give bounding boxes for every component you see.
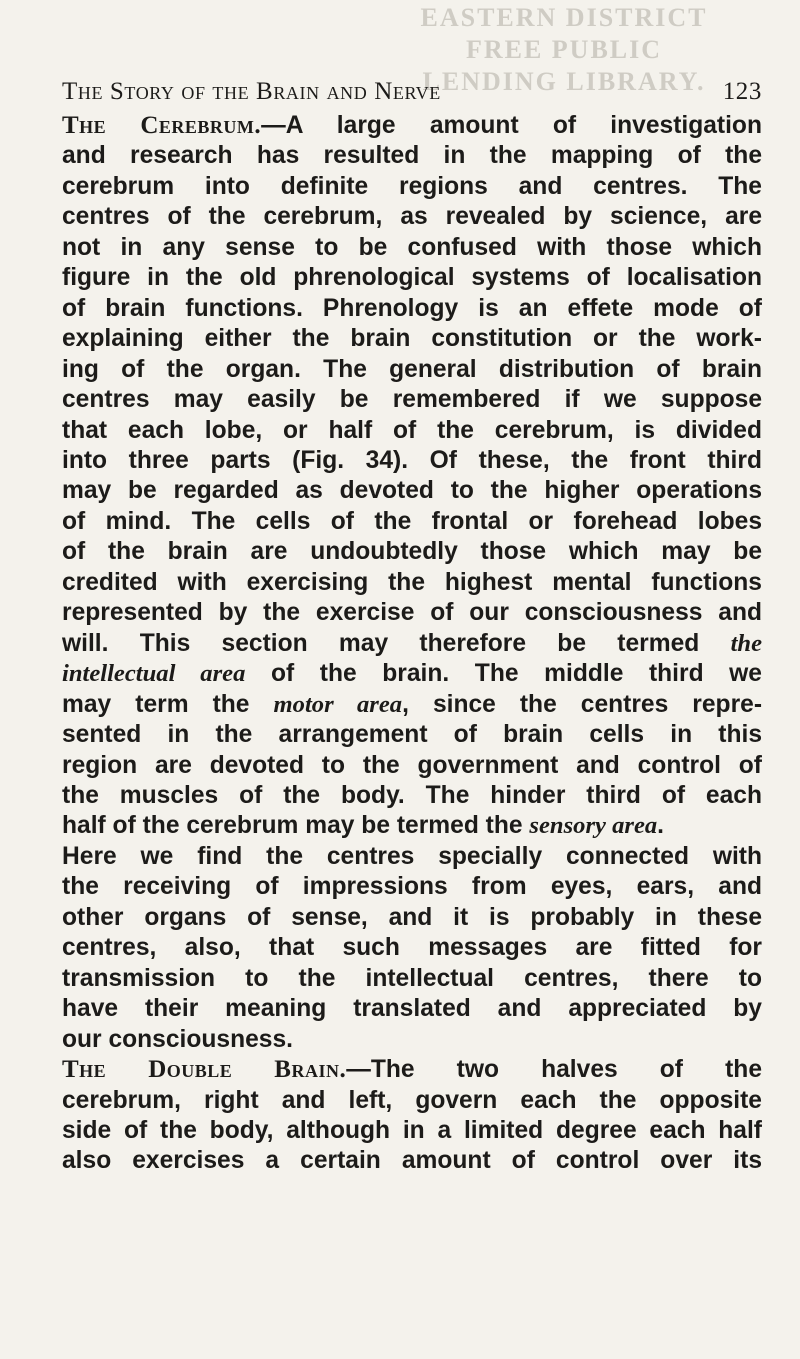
- text-line: cerebrum, right and left, govern each the opposite: [62, 1086, 762, 1114]
- text-line: into three parts (Fig. 34). Of these, the front third: [62, 446, 762, 474]
- text-line: side of the body, although in a limited degree each half: [62, 1116, 762, 1144]
- text-fragment: of the brain. The middle third we: [245, 660, 762, 688]
- text-line: our consciousness.: [62, 1025, 293, 1053]
- text-fragment: , since the centres repre-: [402, 690, 763, 718]
- text-line: of brain functions. Phrenology is an effete mode of: [62, 294, 762, 322]
- text-line: centres may easily be remembered if we suppose: [62, 386, 762, 414]
- text-line: [62, 659, 762, 689]
- italic-term-intellectual-area: intellectual area: [62, 660, 246, 688]
- text-line: of the brain are undoubtedly those which may be: [62, 538, 762, 566]
- section-heading-cerebrum: The Cerebrum.: [62, 112, 262, 139]
- text-line: [62, 1055, 762, 1085]
- italic-term-sensory-area: sensory area: [529, 812, 658, 840]
- stamp-line-2: FREE PUBLIC: [465, 35, 663, 64]
- body-text: [62, 111, 762, 1177]
- text-line: sented in the arrangement of brain cells in this: [62, 721, 762, 749]
- text-line: the receiving of impressions from eyes, ears, and: [62, 873, 762, 901]
- text-fragment: will. This section may therefore be termed: [62, 629, 700, 657]
- text-line: [62, 690, 762, 720]
- text-line: that each lobe, or half of the cerebrum, is divided: [62, 416, 762, 444]
- text-line: of mind. The cells of the frontal or forehead lobes: [62, 507, 762, 535]
- text-fragment: —The two halves of the: [346, 1056, 762, 1084]
- page-number: 123: [722, 78, 762, 105]
- text-line: the muscles of the body. The hinder third of each: [62, 781, 762, 809]
- text-line: centres, also, that such messages are fitted for: [62, 934, 762, 962]
- text-line: represented by the exercise of our consciousness and: [62, 599, 762, 627]
- text-line: centres of the cerebrum, as revealed by science, are: [62, 203, 762, 231]
- text-line: and research has resulted in the mapping of the: [62, 142, 762, 170]
- text-line: Here we find the centres specially connected with: [62, 842, 762, 870]
- text-line: also exercises a certain amount of control over its: [62, 1147, 762, 1175]
- text-line: ing of the organ. The general distribution of brain: [62, 355, 762, 383]
- text-line: transmission to the intellectual centres, there to: [62, 964, 762, 992]
- text-line: explaining either the brain constitution or the work-: [62, 325, 762, 353]
- running-head: [62, 78, 762, 108]
- stamp-line-1: EASTERN DISTRICT: [420, 3, 708, 32]
- text-fragment: half of the cerebrum may be termed the: [62, 812, 530, 840]
- italic-term: the: [730, 629, 762, 657]
- text-line: have their meaning translated and appreciated by: [62, 995, 762, 1023]
- running-head-title: The Story of the Brain and Nerve: [62, 78, 441, 105]
- text-line: region are devoted to the government and control of: [62, 751, 762, 779]
- text-fragment: may term the: [62, 690, 274, 718]
- text-line: [62, 111, 762, 141]
- text-line: cerebrum into definite regions and centres. The: [62, 172, 762, 200]
- text-fragment: .: [657, 812, 664, 840]
- text-line: [62, 629, 762, 659]
- italic-term-motor-area: motor area: [273, 690, 403, 718]
- stamp-line-3: LENDING LIBRARY.: [422, 67, 706, 96]
- text-line: other organs of sense, and it is probably in these: [62, 903, 762, 931]
- section-heading-double-brain: The Double Brain.: [62, 1056, 347, 1084]
- text-line: credited with exercising the highest mental functions: [62, 568, 762, 596]
- text-fragment: —A large amount of investigation: [261, 112, 762, 139]
- text-line: not in any sense to be confused with those which: [62, 233, 762, 261]
- text-line: figure in the old phrenological systems of localisation: [62, 264, 762, 292]
- text-line: [62, 811, 762, 841]
- text-line: may be regarded as devoted to the higher operations: [62, 477, 762, 505]
